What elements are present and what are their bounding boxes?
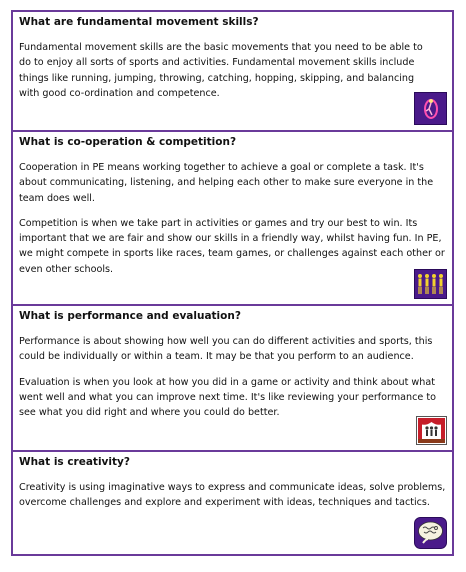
section-paragraph: Creativity is using imaginative ways to express and communicate ideas, solve problems, overcome challenges and explore and experiment with ideas, techniques and tactics.: [19, 482, 446, 509]
section-paragraph: Fundamental movement skills are the basic movements that you need to be able to do to enjoy all sorts of sports and activities. Fundamental movement skills include things like running, jumping, throwing, catching, hopping, skipping, and balancing with good co-ordination and competence.: [19, 42, 423, 99]
creative-ideas-icon: [414, 517, 447, 549]
section-creativity: [13, 450, 452, 554]
section-fundamental-movement-skills: [13, 12, 452, 130]
section-title: What is co-operation & competition?: [19, 136, 237, 148]
section-title: What are fundamental movement skills?: [19, 16, 259, 28]
section-paragraph: Evaluation is when you look at how you did in a game or activity and think about what went well and what you can improve next time. It's like reviewing your performance to see what you did right and where you could do better.: [19, 376, 436, 419]
team-icon: [414, 269, 447, 299]
section-paragraph: Performance is about showing how well you can do different activities and sports, this could be individually or within a team. It may be that you perform to an audience.: [19, 336, 433, 363]
stage-performance-icon: [416, 416, 447, 445]
section-performance-evaluation: [13, 304, 452, 450]
gymnast-icon: [414, 92, 447, 125]
section-title: What is creativity?: [19, 456, 130, 468]
section-cooperation-competition: [13, 130, 452, 304]
section-paragraph: Competition is when we take part in activities or games and try our best to win. Its important that we are fair and show our skills in a friendly way, whilst having fun. In PE, we might compete in sports like races, team games, or challenges against each other or even other schools.: [19, 217, 445, 275]
knowledge-organiser: [11, 10, 454, 556]
section-title: What is performance and evaluation?: [19, 310, 241, 322]
section-paragraph: Cooperation in PE means working together to achieve a goal or complete a task. It's about communicating, listening, and helping each other to make sure everyone in the team does well.: [19, 162, 434, 204]
